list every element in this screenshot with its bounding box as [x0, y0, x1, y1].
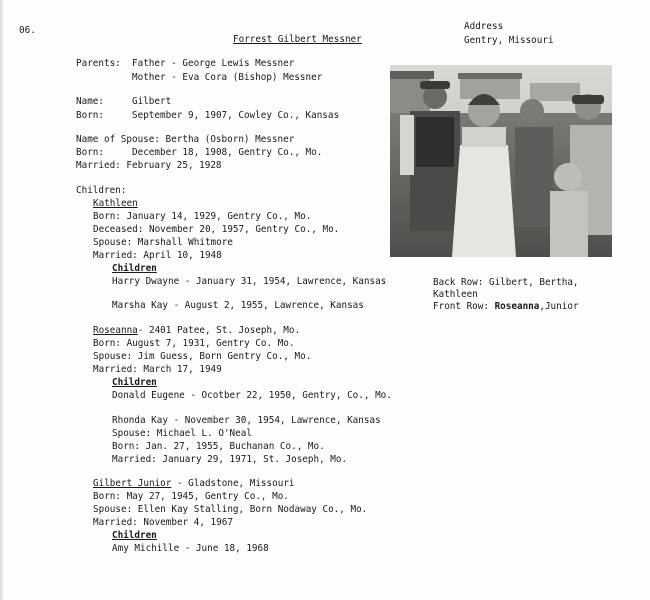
born-label: Born: — [76, 110, 104, 121]
name-label: Name: — [76, 96, 104, 107]
gilbert-jr-children-label: Children — [112, 530, 157, 541]
parents-label: Parents: — [76, 58, 121, 69]
roseanna-child-2-spouse-born: Born: Jan. 27, 1955, Buchanan Co., Mo. — [112, 441, 325, 452]
gilbert-jr-child-1: Amy Michille - June 18, 1968 — [112, 543, 269, 554]
parents-mother: Mother - Eva Cora (Bishop) Messner — [132, 72, 323, 83]
address-value: Gentry, Missouri — [464, 35, 554, 46]
caption-front-row — [433, 302, 579, 311]
kathleen-married: Married: April 10, 1948 — [93, 250, 222, 261]
gilbert-jr-married: Married: November 4, 1967 — [93, 517, 233, 528]
gilbert-jr-heading — [93, 479, 295, 488]
kathleen-child-2: Marsha Kay - August 2, 1955, Lawrence, Kansas — [112, 300, 364, 311]
roseanna-child-2-spouse: Spouse: Michael L. O'Neal — [112, 428, 252, 439]
gilbert-jr-born: Born: May 27, 1945, Gentry Co., Mo. — [93, 491, 289, 502]
caption-back-row-2: Kathleen — [433, 289, 478, 300]
caption-front-bold: Roseanna — [494, 301, 540, 312]
roseanna-children-label: Children — [112, 377, 157, 388]
kathleen-children-label: Children — [112, 263, 157, 274]
kathleen-deceased: Deceased: November 20, 1957, Gentry Co., Mo. — [93, 224, 340, 235]
page-number: 06. — [19, 25, 36, 36]
parents-father: Father - George Lewis Messner — [132, 58, 295, 69]
roseanna-child-2: Rhonda Kay - November 30, 1954, Lawrence, Kansas — [112, 415, 381, 426]
born-value: September 9, 1907, Cowley Co., Kansas — [132, 110, 340, 121]
spouse-name: Name of Spouse: Bertha (Osborn) Messner — [76, 134, 295, 145]
spouse-married: Married: February 25, 1928 — [76, 160, 222, 171]
gilbert-jr-spouse: Spouse: Ellen Kay Stalling, Born Nodaway Co., Mo. — [93, 504, 368, 515]
roseanna-child-1: Donald Eugene - Ocotber 22, 1950, Gentry, Co., Mo. — [112, 390, 392, 401]
spouse-born-value: December 18, 1908, Gentry Co., Mo. — [132, 147, 323, 158]
family-photo-image — [390, 65, 612, 257]
children-label: Children: — [76, 185, 127, 196]
gilbert-jr-address: - Gladstone, Missouri — [171, 478, 295, 489]
family-photo — [390, 65, 612, 257]
roseanna-married: Married: March 17, 1949 — [93, 364, 222, 375]
page-title: Forrest Gilbert Messner — [233, 34, 362, 45]
kathleen-child-1: Harry Dwayne - January 31, 1954, Lawrence, Kansas — [112, 276, 387, 287]
name-value: Gilbert — [132, 96, 172, 107]
roseanna-name: Roseanna — [93, 325, 138, 336]
spouse-born-label: Born: — [76, 147, 104, 158]
roseanna-child-2-married: Married: January 29, 1971, St. Joseph, Mo. — [112, 454, 348, 465]
kathleen-name: Kathleen — [93, 198, 138, 209]
page-edge-shadow — [0, 0, 4, 600]
kathleen-spouse: Spouse: Marshall Whitmore — [93, 237, 233, 248]
caption-back-row-1: Back Row: Gilbert, Bertha, — [433, 277, 579, 288]
roseanna-born: Born: August 7, 1931, Gentry Co. Mo. — [93, 338, 295, 349]
roseanna-spouse: Spouse: Jim Guess, Born Gentry Co., Mo. — [93, 351, 312, 362]
gilbert-jr-name: Gilbert Junior — [93, 478, 172, 489]
roseanna-address: - 2401 Patee, St. Joseph, Mo. — [137, 325, 301, 336]
caption-front-label: Front Row: — [433, 301, 495, 312]
caption-front-rest: ,Junior — [539, 301, 579, 312]
address-label: Address — [464, 21, 504, 32]
kathleen-born: Born: January 14, 1929, Gentry Co., Mo. — [93, 211, 312, 222]
roseanna-heading — [93, 326, 300, 335]
